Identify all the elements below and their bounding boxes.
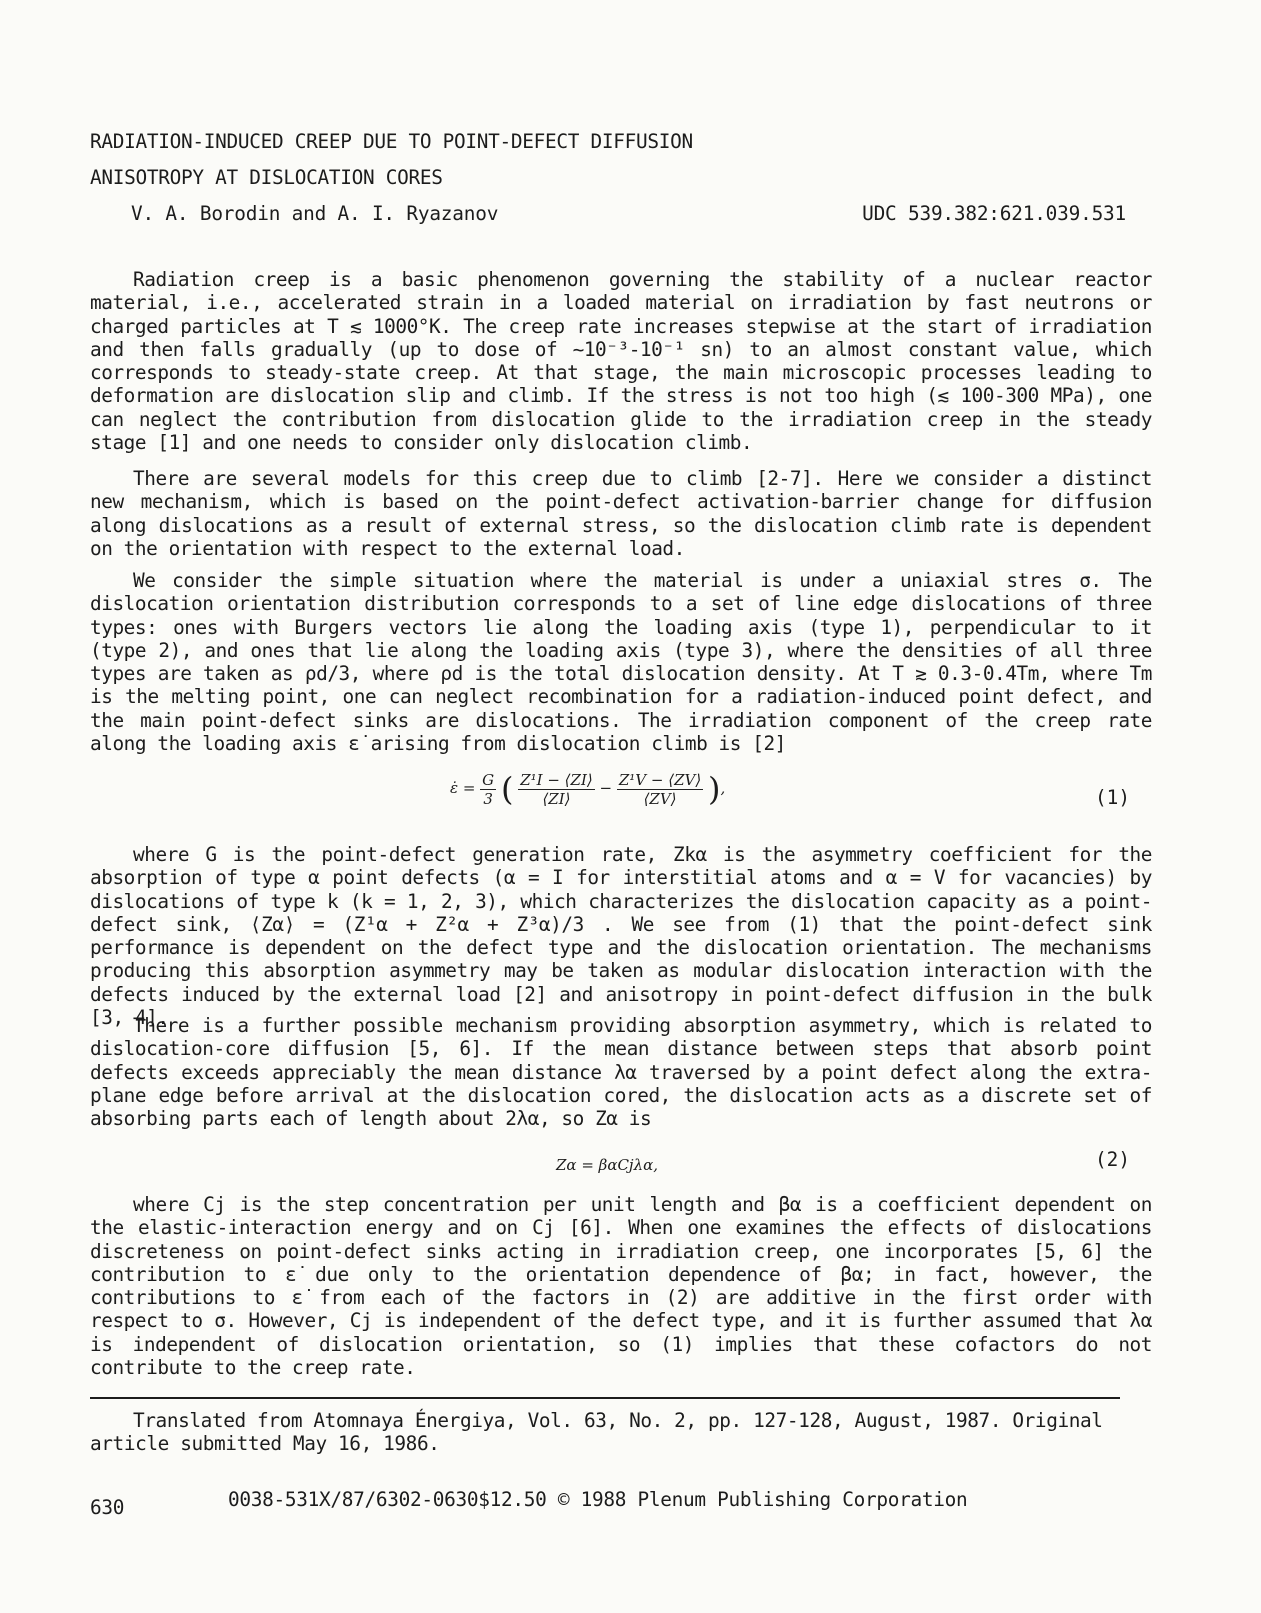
- equation-1-formula: [450, 770, 725, 808]
- page-number: 630: [90, 1496, 125, 1519]
- authors: V. A. Borodin and A. I. Ryazanov: [131, 202, 499, 225]
- paragraph-4: where G is the point-defect generation rate, Zkα is the asymmetry coefficient for the absorption of type α point defects (α = I for interstitial atoms and α = V for vacancies) by dislocations of type k (k = 1, 2, 3), which characterizes the dislocation capacity as a point-defect sink, ⟨Zα⟩ = (Z¹α + Z²α + Z³α)/3 . We see from (1) that the point-defect sink performance is dependent on the defect type and the dislocation orientation. The mechanisms producing this absorption asymmetry may be taken as modular dislocation interaction with the defects induced by the external load [2] and anisotropy in point-defect diffusion in the bulk [3, 4].: [90, 843, 1152, 1030]
- eq1-lhs: ε̇ =: [450, 779, 476, 797]
- paragraph-setup: [90, 569, 1152, 755]
- eq1-minus: −: [599, 779, 613, 797]
- footnote: [90, 1409, 1120, 1455]
- eq1-term2-den: ⟨ZV⟩: [643, 789, 677, 808]
- paragraph-coefficients: [90, 843, 1152, 1029]
- paragraph-1: Radiation creep is a basic phenomenon governing the stability of a nuclear reactor material, i.e., accelerated strain in a loaded material on irradiation by fast neutrons or charged particles at T ≲ 1000°K. The creep rate increases stepwise at the start of irradiation and then falls gradually (up to dose of ~10⁻³-10⁻¹ sn) to an almost constant value, which corresponds to steady-state creep. At that stage, the main microscopic processes leading to deformation are dislocation slip and climb. If the stress is not too high (≲ 100-300 MPa), one can neglect the contribution from dislocation glide to the irradiation creep in the steady stage [1] and one needs to consider only dislocation climb.: [90, 268, 1152, 455]
- paragraph-5: There is a further possible mechanism providing absorption asymmetry, which is related to dislocation-core diffusion [5, 6]. If the mean distance between steps that absorb point defects exceeds appreciably the mean distance λα traversed by a point defect along the extra-plane edge before arrival at the dislocation cored, the dislocation acts as a discrete set of absorbing parts each of length about 2λα, so Zα is: [90, 1014, 1152, 1131]
- footnote-text: Translated from Atomnaya Énergiya, Vol. 63, No. 2, pp. 127-128, August, 1987. Original article submitted May 16, 1986.: [90, 1409, 1103, 1455]
- eq1-term1-den: ⟨ZI⟩: [542, 789, 571, 808]
- equation-1-number: (1): [1094, 786, 1130, 809]
- eq1-paren-open: (: [500, 770, 514, 808]
- paper-page: [90, 0, 1170, 1613]
- paragraph-2: There are several models for this creep due to climb [2-7]. Here we consider a distinct new mechanism, which is based on the point-defect activation-barrier change for diffusion along dislocations as a result of external stress, so the dislocation climb rate is dependent on the orientation with respect to the external load.: [90, 467, 1152, 560]
- equation-1: [90, 768, 1130, 828]
- equation-2-formula: Zα = βαCjλα,: [556, 1156, 658, 1174]
- paragraph-models: [90, 467, 1152, 560]
- eq1-paren-close: ): [708, 770, 721, 808]
- footnote-divider: [90, 1397, 1120, 1399]
- eq1-term1-num: Z¹I − ⟨ZI⟩: [520, 770, 593, 789]
- paragraph-intro: [90, 268, 1152, 454]
- eq1-tail: ,: [720, 779, 726, 797]
- paragraph-core-diffusion: [90, 1014, 1152, 1130]
- udc-code: UDC 539.382:621.039.531: [862, 202, 1126, 225]
- eq1-coef-den: 3: [483, 789, 493, 808]
- eq1-coef: [480, 771, 496, 808]
- copyright-line: 0038-531X/87/6302-0630$12.50 © 1988 Plenum Publishing Corporation: [228, 1488, 968, 1511]
- paragraph-3: We consider the simple situation where the material is under a uniaxial stres σ. The dislocation orientation distribution corresponds to a set of line edge dislocations of three types: ones with Burgers vectors lie along the loading axis (type 1), perpendicular to it (type 2), and ones that lie along the loading axis (type 3), where the densities of all three types are taken as ρd/3, where ρd is the total dislocation density. At T ≳ 0.3-0.4Tm, where Tm is the melting point, one can neglect recombination for a radiation-induced point defect, and the main point-defect sinks are dislocations. The irradiation component of the creep rate along the loading axis ε̇ arising from dislocation climb is [2]: [90, 569, 1152, 756]
- paragraph-6: where Cj is the step concentration per unit length and βα is a coefficient dependent on the elastic-interaction energy and on Cj [6]. When one examines the effects of dislocations discreteness on point-defect sinks acting in irradiation creep, one incorporates [5, 6] the contribution to ε̇ due only to the orientation dependence of βα; in fact, however, the contributions to ε̇ from each of the factors in (2) are additive in the first order with respect to σ. However, Cj is independent of the defect type, and it is further assumed that λα is independent of dislocation orientation, so (1) implies that these cofactors do not contribute to the creep rate.: [90, 1193, 1152, 1380]
- eq1-term2-num: Z¹V − ⟨ZV⟩: [618, 770, 702, 789]
- eq1-term1: [518, 771, 595, 808]
- title-line-1: RADIATION-INDUCED CREEP DUE TO POINT-DEFECT DIFFUSION: [90, 130, 693, 153]
- title-line-2: ANISOTROPY AT DISLOCATION CORES: [90, 166, 443, 189]
- equation-2-number: (2): [1094, 1148, 1130, 1171]
- paragraph-conclusion: [90, 1193, 1152, 1379]
- article-title: [90, 124, 693, 196]
- eq1-coef-num: G: [482, 770, 495, 789]
- eq1-term2: [617, 771, 703, 808]
